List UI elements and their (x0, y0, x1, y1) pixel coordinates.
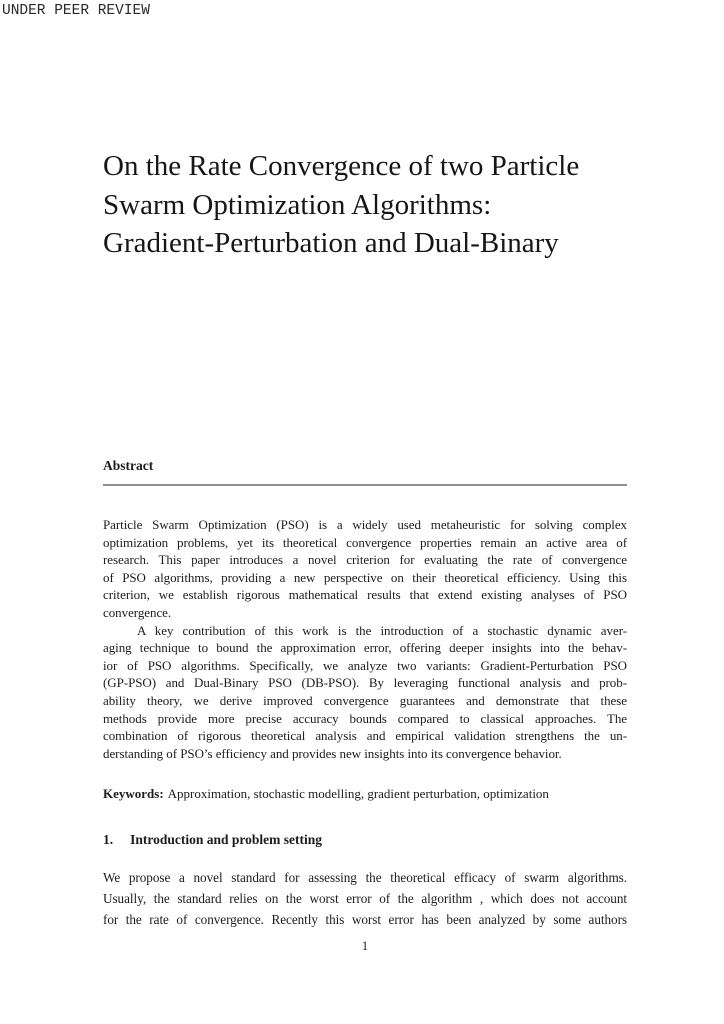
keywords-line (103, 786, 627, 802)
abstract-line: optimization problems, yet its theoretical convergence properties remain an active area of (103, 534, 627, 550)
abstract-line: ability theory, we derive improved convergence guarantees and demonstrate that these (103, 692, 627, 708)
paper-title-line: Swarm Optimization Algorithms: (103, 188, 492, 221)
intro-line: for the rate of convergence. Recently this worst error has been analyzed by some authors (103, 912, 627, 927)
abstract-line: Particle Swarm Optimization (PSO) is a widely used metaheuristic for solving complex (103, 517, 627, 532)
abstract-rule-divider (103, 484, 627, 486)
section-title: Introduction and problem setting (130, 832, 323, 847)
intro-line: We propose a novel standard for assessing the theoretical efficacy of swarm algorithms. (103, 870, 627, 885)
abstract-line: convergence. (103, 604, 172, 620)
abstract-heading: Abstract (103, 458, 154, 473)
section-1-heading (103, 832, 322, 848)
abstract-line: A key contribution of this work is the introduction of a stochastic dynamic aver- (137, 622, 627, 638)
abstract-line: research. This paper introduces a novel criterion for evaluating the rate of convergence (103, 552, 627, 568)
abstract-line: (GP-PSO) and Dual-Binary PSO (DB-PSO). By leveraging functional analysis and prob- (103, 675, 627, 691)
paper-title-line: On the Rate Convergence of two Particle (103, 150, 580, 182)
abstract-line: criterion, we establish rigorous mathematical results that extend existing analyses of PSO (103, 587, 627, 603)
page-number: 1 (361, 939, 369, 953)
section-number: 1. (103, 832, 114, 847)
abstract-line: aging technique to bound the approximation error, offering deeper insights into the behav- (103, 640, 627, 656)
abstract-line: ior of PSO algorithms. Specifically, we analyze two variants: Gradient-Perturbation PSO (103, 657, 627, 673)
intro-line: Usually, the standard relies on the worst error of the algorithm , which does not account (103, 891, 627, 906)
abstract-text (103, 516, 627, 762)
abstract-line: derstanding of PSO’s efficiency and provides new insights into its convergence behavior. (103, 745, 562, 761)
introduction-text (103, 867, 627, 930)
abstract-line: methods provide more precise accuracy bounds compared to classical approaches. The (103, 710, 627, 726)
keywords-label: Keywords: (103, 786, 164, 801)
abstract-line: of PSO algorithms, providing a new perspective on their theoretical efficiency. Using this (103, 569, 627, 585)
paper-title-line: Gradient-Perturbation and Dual-Binary (103, 227, 559, 259)
abstract-line: combination of rigorous theoretical analysis and empirical validation strengthens the un- (103, 728, 627, 744)
keywords-text: Approximation, stochastic modelling, gradient perturbation, optimization (167, 786, 549, 801)
peer-review-watermark: UNDER PEER REVIEW (2, 3, 150, 19)
paper-title (103, 147, 627, 263)
